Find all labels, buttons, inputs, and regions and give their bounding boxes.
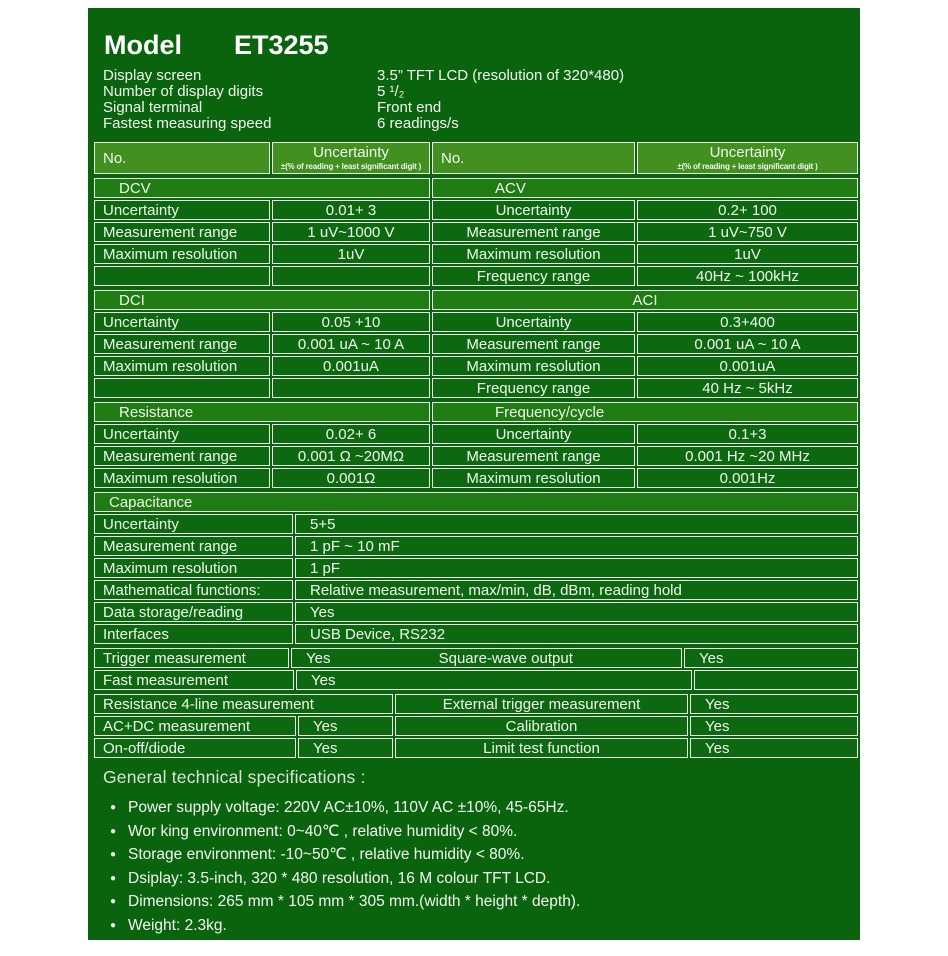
table-cell: 1 pF ~ 10 mF [295,536,858,556]
header-cell-subtitle: ±(% of reading + least significant digit ) [677,162,818,171]
general-section [103,766,860,937]
table-cell: 5+5 [295,514,858,534]
bullet-text: Dimensions: 265 mm * 105 mm * 305 mm.(width * height * depth). [128,893,581,910]
model-label: Model [104,30,182,60]
table-cell: 0.05 +10 [272,312,430,332]
bullet-icon: ● [110,896,117,907]
table-cell: Yes [298,738,393,758]
table-cell: 40Hz ~ 100kHz [637,266,858,286]
table-cell: Measurement range [432,222,635,242]
bullet-icon: ● [110,872,117,884]
table-cell: Uncertainty [94,200,270,220]
table-cell: Measurement range [94,222,270,242]
bullet-item-0 [103,796,860,820]
table-cell: Maximum resolution [432,244,635,264]
spec-label: Display screen [103,67,202,84]
table-cell [272,378,430,398]
bullet-icon: ● [110,802,117,813]
table-cell: 0.001uA [637,356,858,376]
table-cell: Uncertainty [94,424,270,444]
table-row [94,222,858,242]
header-cell-title: Uncertainty [313,144,389,161]
table-row [94,266,858,286]
bullet-item-3 [103,867,860,891]
general-bullets [103,796,860,937]
table-cell: External trigger measurement [395,694,688,714]
table-cell: On-off/diode [94,738,296,758]
table-row [94,514,858,534]
table-cell: DCV [94,178,430,198]
table-row [94,142,858,174]
table-cell: 0.001uA [272,356,430,376]
table-cell: 1uV [637,244,858,264]
table-cell: Maximum resolution [94,244,270,264]
spec-table [94,142,858,758]
table-row [94,334,858,354]
table-cell: 1 uV~750 V [637,222,858,242]
bullet-text: Storage environment: -10~50℃ , relative humidity < 80%. [128,846,525,863]
spec-label: Fastest measuring speed [103,115,272,132]
table-cell [272,266,430,286]
table-cell: 0.001 uA ~ 10 A [637,334,858,354]
cell-text: Yes [306,649,331,667]
table-cell: Maximum resolution [94,356,270,376]
table-cell: Limit test function [395,738,688,758]
bullet-item-4 [103,890,860,914]
table-cell: No. [94,142,270,174]
bullet-item-5 [103,914,860,938]
table-cell: Measurement range [94,536,293,556]
table-cell: Yes [690,738,858,758]
table-cell: Frequency/cycle [432,402,858,422]
table-cell [94,378,270,398]
spec-row-2 [103,100,860,116]
table-cell: Measurement range [94,446,270,466]
table-row [94,648,858,668]
table-cell: Maximum resolution [94,558,293,578]
table-cell: Yes [295,602,858,622]
header-cell-subtitle: ±(% of reading + least significant digit ) [280,162,422,171]
bullet-icon: ● [110,825,117,837]
table-cell: 40 Hz ~ 5kHz [637,378,858,398]
table-row [94,716,858,736]
spec-value: 3.5” TFT LCD (resolution of 320*480) [377,67,625,84]
table-cell: Maximum resolution [432,356,635,376]
table-row [94,624,858,644]
bullet-item-2 [103,843,860,867]
table-cell: Maximum resolution [94,468,270,488]
table-row [94,694,858,714]
spec-value: 5 ¹/₂ [377,83,405,100]
table-block-header [94,142,858,174]
table-row [94,356,858,376]
table-cell: Yes [690,694,858,714]
table-cell: USB Device, RS232 [295,624,858,644]
table-cell: 0.02+ 6 [272,424,430,444]
table-cell: Uncertainty [432,312,635,332]
table-block-capacitance-common [94,492,858,644]
model-title [104,30,860,60]
table-cell: 0.001 Hz ~20 MHz [637,446,858,466]
table-row [94,424,858,444]
table-block-dcv-acv [94,178,858,286]
bullet-text: Weight: 2.3kg. [128,916,227,934]
table-row [94,558,858,578]
table-block-trigger-fast [94,648,858,690]
table-cell [94,266,270,286]
table-row [94,738,858,758]
table-cell: Yes [298,716,393,736]
table-row [94,670,858,690]
spec-row-1 [103,84,860,100]
table-cell: Mathematical functions: [94,580,293,600]
spec-row-0 [103,68,860,84]
table-cell: Capacitance [94,492,858,512]
table-cell: Uncertainty [94,312,270,332]
table-cell: 0.01+ 3 [272,200,430,220]
spec-label: Signal terminal [103,99,203,116]
table-cell: Measurement range [432,334,635,354]
spec-row-3 [103,116,860,132]
table-row [94,492,858,512]
table-cell: Uncertainty [432,424,635,444]
model-number: ET3255 [234,30,329,60]
header-cell-title: Uncertainty [709,144,786,161]
spec-label: Number of display digits [103,83,264,100]
bullet-text: Power supply voltage: 220V AC±10%, 110V AC ±10%, 45-65Hz. [128,799,569,816]
table-row [94,402,858,422]
table-cell: Resistance 4-line measurement [94,694,393,714]
table-cell: 0.3+400 [637,312,858,332]
bullet-icon: ● [110,849,117,860]
table-cell: No. [432,142,635,174]
table-cell: Maximum resolution [432,468,635,488]
table-cell: 0.2+ 100 [637,200,858,220]
table-cell: Data storage/reading [94,602,293,622]
table-row [94,536,858,556]
table-cell: Measurement range [94,334,270,354]
table-cell: 1 pF [295,558,858,578]
table-cell: Frequency range [432,378,635,398]
table-cell [291,648,682,668]
bullet-icon: ● [110,919,117,931]
spec-value: 6 readings/s [377,115,459,132]
table-cell: Interfaces [94,624,293,644]
table-row [94,468,858,488]
cell-text-secondary: Square-wave output [438,649,573,667]
table-cell: Measurement range [432,446,635,466]
table-block-extra-functions [94,694,858,758]
general-heading: General technical specifications : [103,767,366,787]
table-row [94,446,858,466]
table-block-resistance-frequency [94,402,858,488]
table-row [94,378,858,398]
table-row [94,178,858,198]
table-row [94,290,858,310]
table-cell: Yes [690,716,858,736]
table-row [94,312,858,332]
spec-panel [88,8,860,940]
table-cell: ACV [432,178,858,198]
table-cell: ACI [432,290,858,310]
table-cell: Resistance [94,402,430,422]
table-cell: AC+DC measurement [94,716,296,736]
table-cell [637,142,858,174]
table-cell: 1 uV~1000 V [272,222,430,242]
bullet-item-1 [103,820,860,844]
table-row [94,244,858,264]
table-row [94,200,858,220]
table-cell [272,142,430,174]
table-cell: Fast measurement [94,670,294,690]
table-cell: 0.001Hz [637,468,858,488]
table-cell [694,670,858,690]
table-cell: 0.1+3 [637,424,858,444]
table-cell: Relative measurement, max/min, dB, dBm, reading hold [295,580,858,600]
table-row [94,602,858,622]
table-cell: 0.001 uA ~ 10 A [272,334,430,354]
top-specs [103,68,860,132]
bullet-text: Wor king environment: 0~40℃ , relative humidity < 80%. [128,822,518,840]
table-cell: Uncertainty [94,514,293,534]
table-cell: Yes [296,670,692,690]
table-block-dci-aci [94,290,858,398]
table-cell: 1uV [272,244,430,264]
spec-value: Front end [377,99,442,116]
table-cell: Frequency range [432,266,635,286]
bullet-text: Dsiplay: 3.5-inch, 320 * 480 resolution, 16 M colour TFT LCD. [128,869,551,887]
table-cell: 0.001Ω [272,468,430,488]
table-cell: Trigger measurement [94,648,289,668]
table-cell: DCI [94,290,430,310]
table-cell: Calibration [395,716,688,736]
table-cell: Yes [684,648,858,668]
table-cell: 0.001 Ω ~20MΩ [272,446,430,466]
table-row [94,580,858,600]
table-cell: Uncertainty [432,200,635,220]
